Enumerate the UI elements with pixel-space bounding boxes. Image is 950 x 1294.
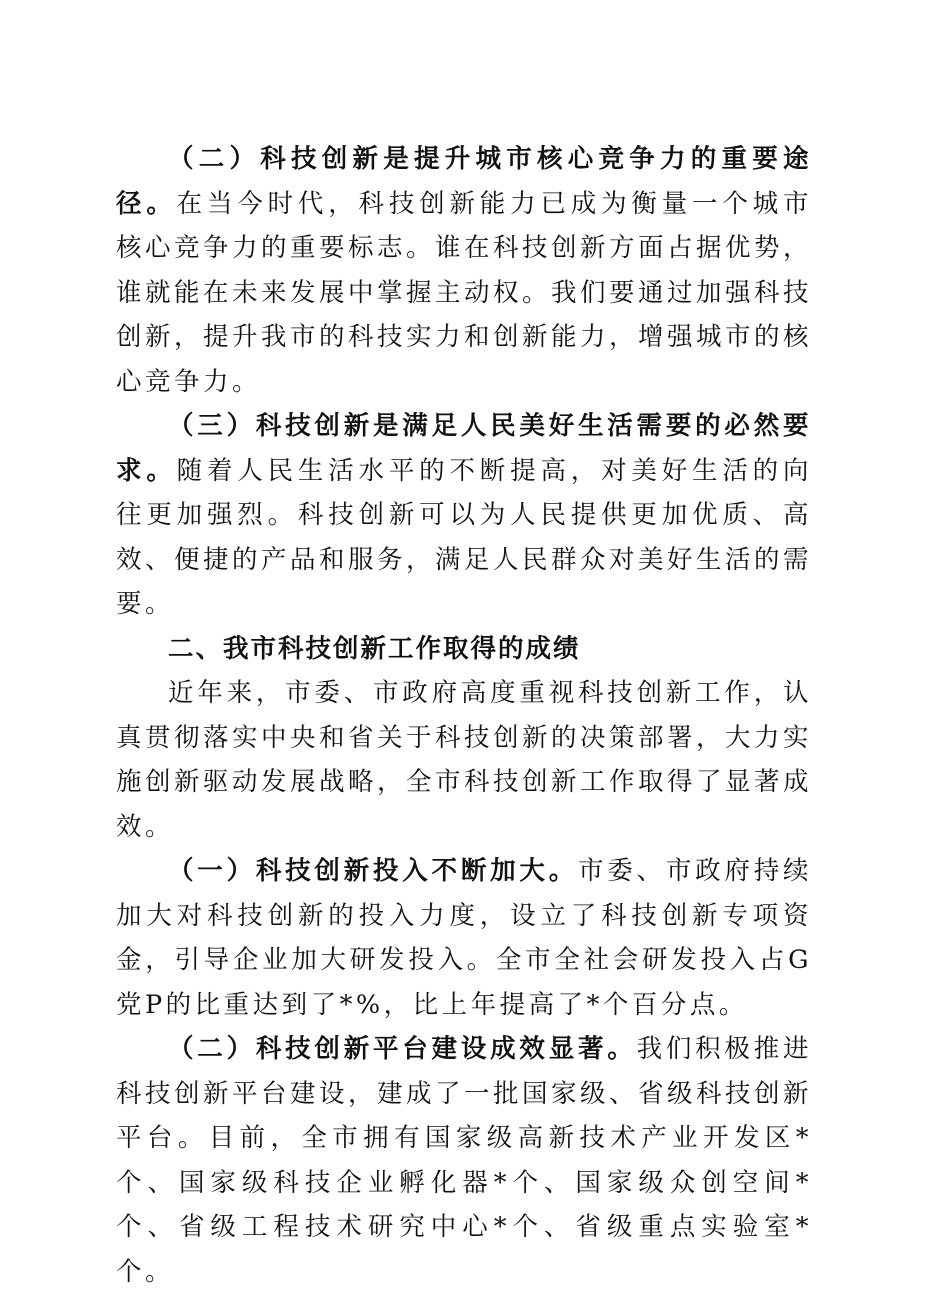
paragraph-achievement-1: [116, 849, 812, 1027]
paragraph-body: 近年来，市委、市政府高度重视科技创新工作，认真贯彻落实中央和省关于科技创新的决策部署，大力实施创新驱动发展战略，全市科技创新工作取得了显著成效。: [116, 678, 813, 842]
paragraph-significance-2: [116, 137, 812, 404]
paragraph-achievement-2: [116, 1027, 812, 1294]
section-heading-achievements: 二、我市科技创新工作取得的成绩: [168, 633, 581, 664]
paragraph-achievements-intro: [116, 671, 812, 849]
paragraph-lead: （二）科技创新是提升城市核心竞争力的重要途径。: [116, 144, 812, 219]
paragraph-lead: （一）科技创新投入不断加大。: [168, 856, 578, 886]
paragraph-body: 随着人民生活水平的不断提高，对美好生活的向往更加强烈。科技创新可以为人民提供更加优质、高效、便捷的产品和服务，满足人民群众对美好生活的需要。: [116, 455, 813, 619]
paragraph-lead: （三）科技创新是满足人民美好生活需要的必然要求。: [116, 411, 812, 486]
paragraph-body: 市委、市政府持续加大对科技创新的投入力度，设立了科技创新专项资金，引导企业加大研发投入。全市全社会研发投入占G党P的比重达到了*%，比上年提高了*个百分点。: [116, 856, 812, 1020]
paragraph-body: 在当今时代，科技创新能力已成为衡量一个城市核心竞争力的重要标志。谁在科技创新方面占据优势，谁就能在未来发展中掌握主动权。我们要通过加强科技创新，提升我市的科技实力和创新能力，增强城市的核心竞争力。: [116, 188, 813, 397]
document-page: [116, 137, 812, 1294]
paragraph-significance-3: [116, 404, 812, 627]
paragraph-lead: （二）科技创新平台建设成效显著。: [168, 1034, 637, 1064]
paragraph-body: 我们积极推进科技创新平台建设，建成了一批国家级、省级科技创新平台。目前，全市拥有国家级高新技术产业开发区*个、国家级科技企业孵化器*个、国家级众创空间*个、省级工程技术研究中心*个、省级重点实验室*个。: [116, 1034, 813, 1287]
